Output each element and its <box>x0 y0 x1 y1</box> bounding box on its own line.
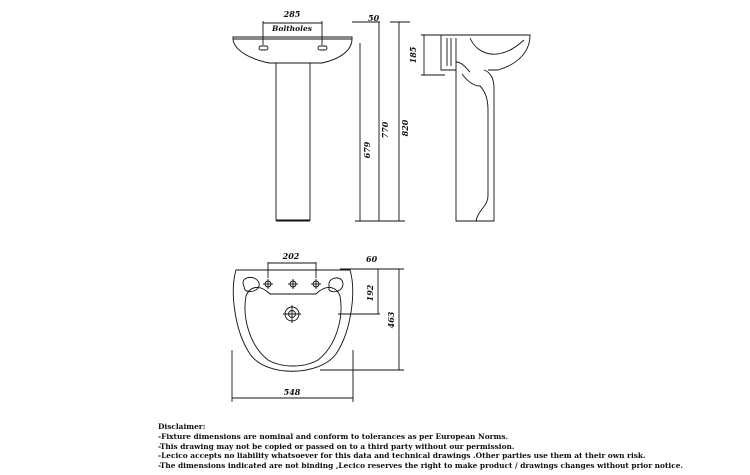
depth-to-waste-label: 192 <box>365 284 375 302</box>
offset-label: 60 <box>366 254 378 264</box>
plan-view <box>232 251 404 402</box>
boltholes-width-label: 285 <box>283 9 301 19</box>
disclaimer-line: -This drawing may not be copied or passed on to a third party without our permission. <box>158 441 515 451</box>
disclaimer-line: -The dimensions indicated are not binding ,Lecico reserves the right to make product / drawings changes without prior notice. <box>158 461 683 471</box>
disclaimer-block <box>158 422 748 471</box>
basin-outline <box>233 37 352 63</box>
height-820-label: 820 <box>400 119 410 137</box>
tap-hole-right <box>311 279 321 289</box>
tap-hole-left <box>263 279 273 289</box>
disclaimer-line: -Fixture dimensions are nominal and conform to tolerances as per European Norms. <box>158 431 509 441</box>
width-label: 548 <box>283 387 301 397</box>
front-elevation <box>233 9 410 221</box>
overall-depth-label: 463 <box>386 311 396 329</box>
side-pedestal-inner <box>462 74 488 221</box>
height-770-label: 770 <box>380 121 390 139</box>
pedestal-outline <box>276 63 310 220</box>
waste-outlet <box>283 305 301 323</box>
height-679-label: 679 <box>362 141 372 159</box>
side-depth-label: 185 <box>408 46 418 64</box>
side-basin-inner <box>447 38 456 66</box>
plan-bowl-inner <box>245 287 341 366</box>
side-elevation <box>408 35 530 221</box>
disclaimer-line: -Lecico accepts no liability whatsoever for this data and technical drawings .Other parties use them at their own risk. <box>158 451 646 461</box>
bolthole-left <box>259 46 268 50</box>
projection-label: 50 <box>368 13 380 23</box>
side-basin-outline <box>441 35 530 72</box>
disclaimer-heading: Disclaimer: <box>158 422 206 431</box>
tap-hole-center <box>288 279 298 289</box>
side-bowl-curve <box>470 38 524 54</box>
boltholes-caption: Boltholes <box>272 24 312 33</box>
bolthole-right <box>318 46 327 50</box>
tap-spacing-label: 202 <box>282 251 300 261</box>
